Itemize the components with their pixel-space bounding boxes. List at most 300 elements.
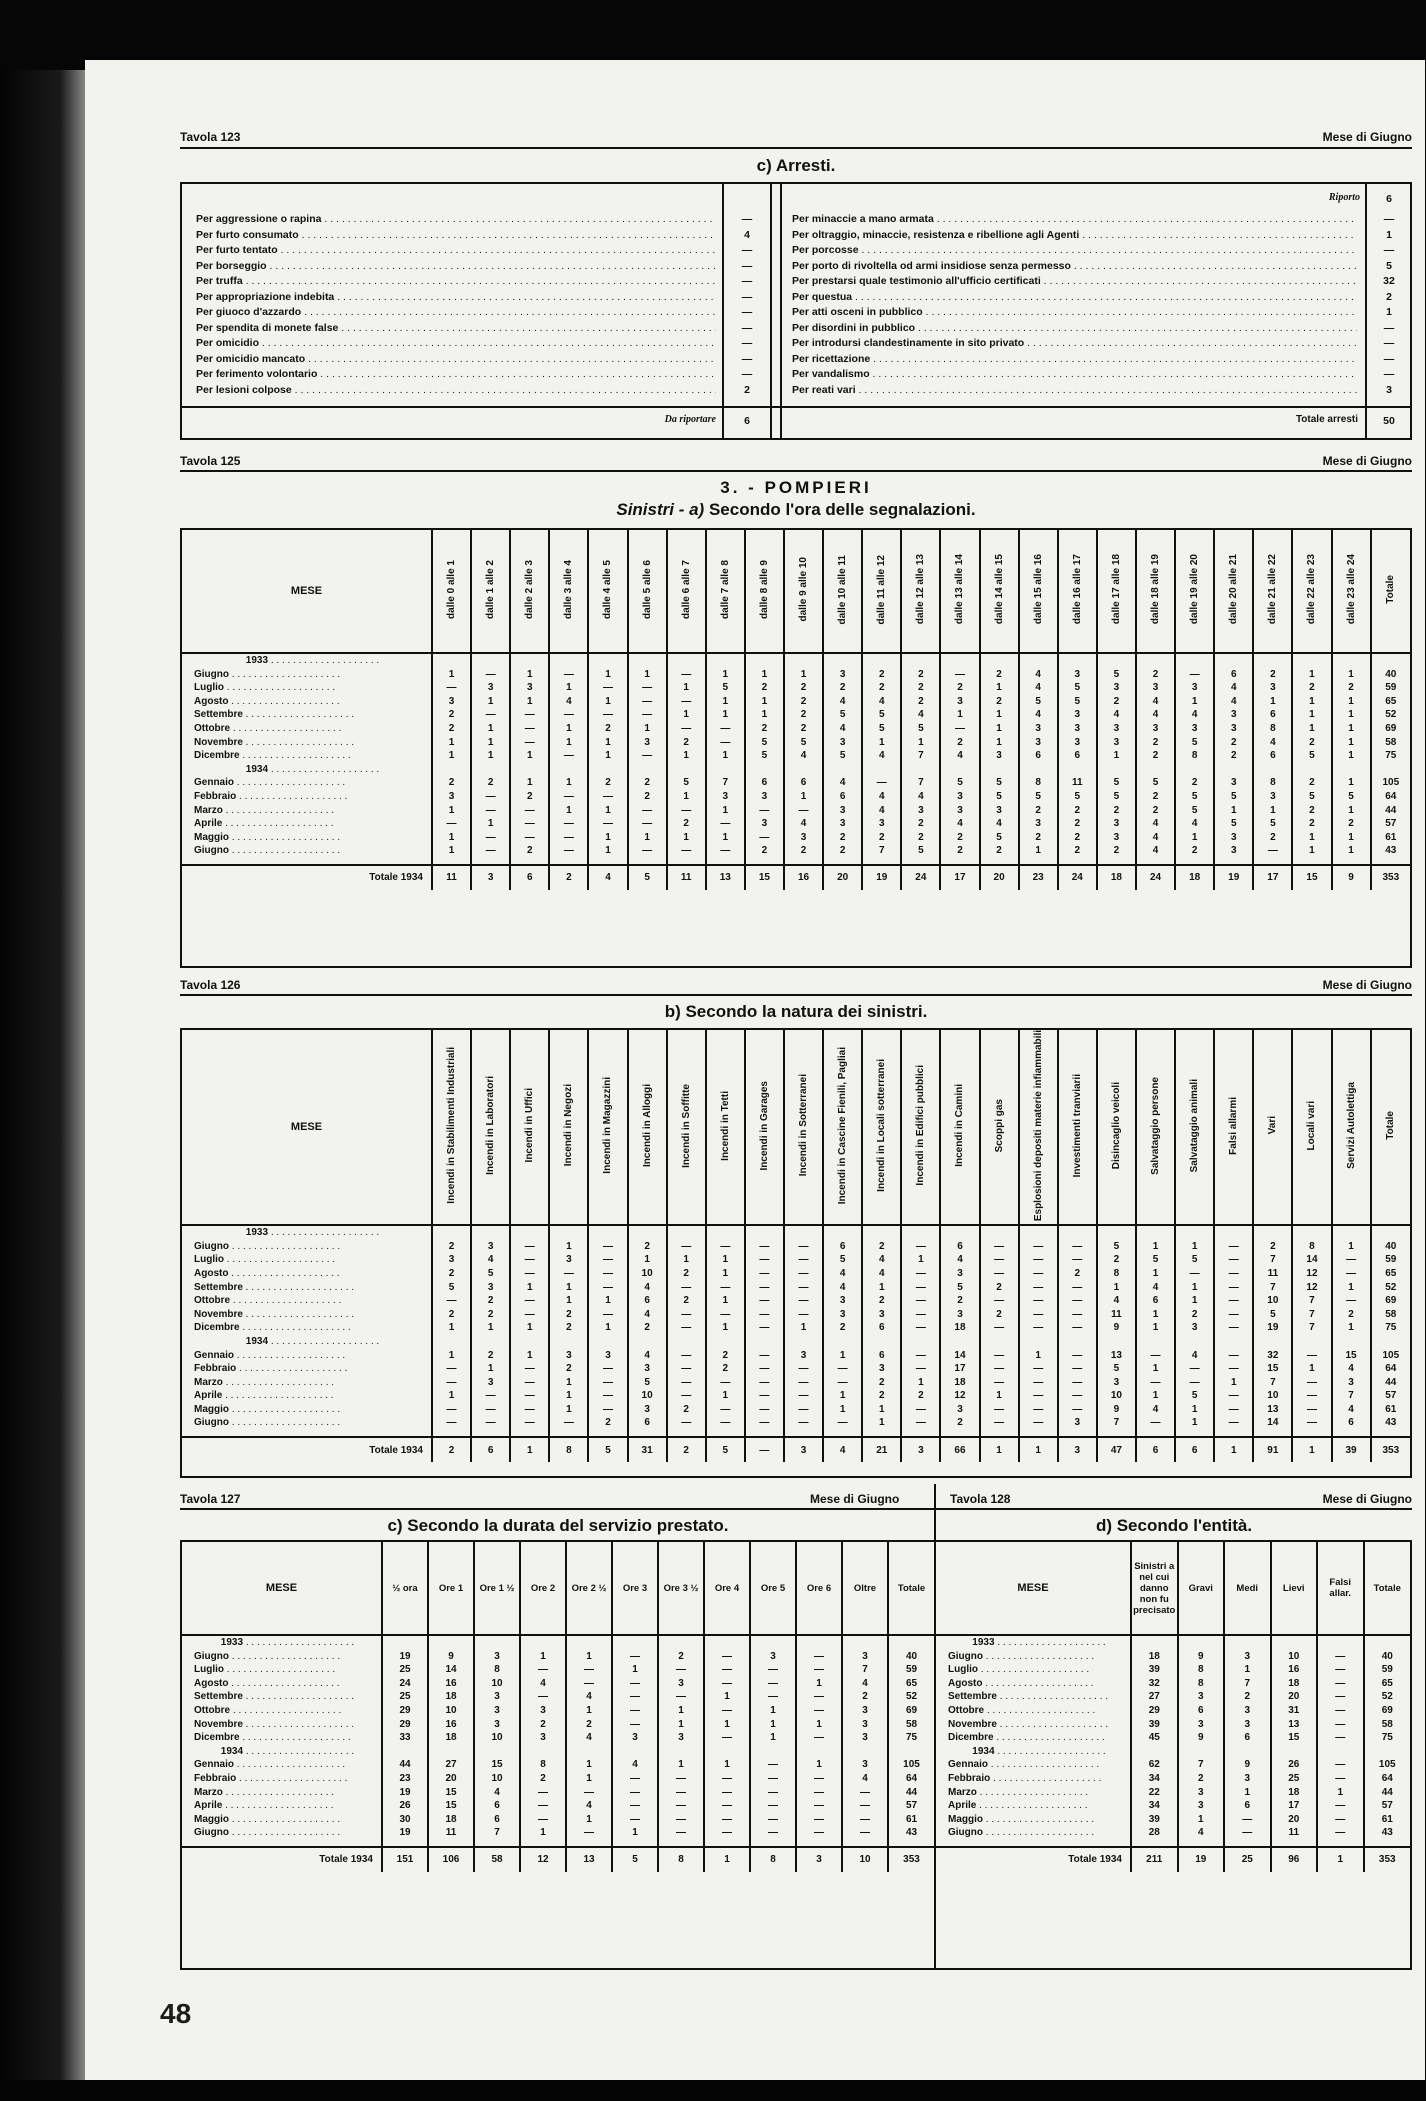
month-label: Novembre . . . — [948, 1718, 1130, 1732]
table-cell: — — [584, 1827, 594, 1839]
table-cell: 2 — [1309, 682, 1315, 694]
table-cell: — — [722, 1827, 732, 1839]
column-header-text: Totale — [897, 1582, 926, 1594]
table-cell: — — [814, 1813, 824, 1825]
arrest-value-left: — — [741, 321, 753, 334]
table-cell: 1 — [957, 709, 963, 721]
table-cell: 5 — [1113, 790, 1120, 802]
table-cell: 18 — [954, 1376, 966, 1388]
table-cell: 4 — [1152, 845, 1159, 857]
column-header — [428, 1542, 474, 1635]
table-cell: — — [915, 1322, 926, 1334]
total-cell: 2 — [432, 1437, 471, 1462]
table-cell: 69 — [1381, 1704, 1393, 1716]
total-cell: — — [745, 1437, 784, 1462]
table-cell: 1 — [683, 709, 689, 721]
mese-header: MESE — [182, 1542, 382, 1635]
total-cell: 3 — [471, 865, 510, 890]
table-cell: — — [759, 1417, 770, 1429]
table-cell: 45 — [1148, 1732, 1160, 1744]
column-header-text: Gravi — [1188, 1582, 1213, 1594]
table-cell: 4 — [1035, 668, 1041, 680]
value-column — [628, 1225, 667, 1437]
value-column — [1332, 1225, 1371, 1437]
table-cell: 27 — [1148, 1691, 1160, 1703]
column-header-text: Incendi in Cascine Fienili, Pagliai — [837, 1046, 849, 1205]
spacer — [550, 654, 587, 668]
spacer — [589, 1226, 626, 1240]
value-column — [432, 653, 471, 865]
value-column — [471, 653, 510, 865]
spacer — [613, 1636, 657, 1650]
table-cell: 1 — [1152, 1322, 1159, 1334]
table-123-arresti — [180, 120, 1412, 450]
total-cell: 3 — [784, 1437, 823, 1462]
spacer — [941, 654, 978, 668]
table-cell: 6 — [1348, 1417, 1354, 1429]
spacer — [1293, 1335, 1330, 1349]
table-cell: 3 — [1113, 722, 1120, 734]
column-header-text: dalle 14 alle 15 — [993, 554, 1005, 625]
month-column — [182, 653, 432, 865]
value-column — [471, 1225, 510, 1437]
table-cell: 1 — [678, 1718, 684, 1730]
table-cell: 2 — [957, 845, 963, 857]
table-cell: 1 — [878, 1417, 885, 1429]
total-cell: 1 — [510, 1437, 549, 1462]
table-cell: 4 — [839, 777, 846, 789]
table-cell: — — [994, 1417, 1005, 1429]
rule — [180, 147, 1412, 149]
spacer — [863, 1335, 900, 1349]
spacer — [889, 1745, 934, 1759]
table-cell: 25 — [399, 1691, 411, 1703]
table-cell: 2 — [540, 1718, 546, 1730]
total-cell: 24 — [901, 865, 940, 890]
table-cell: 1 — [566, 1403, 572, 1415]
spacer — [824, 763, 861, 777]
table-cell: 7 — [918, 750, 924, 762]
table-cell: 2 — [644, 777, 650, 789]
divider — [722, 182, 724, 440]
table-cell: — — [446, 1363, 457, 1375]
table-cell: 16 — [445, 1677, 457, 1689]
table-cell: 3 — [1113, 831, 1120, 843]
spacer — [981, 1335, 1018, 1349]
arrest-item-left: Per spendita di monete false . . . — [196, 321, 716, 337]
table-cell: 4 — [957, 750, 963, 762]
table-cell: 4 — [1035, 709, 1041, 721]
table-cell: 8 — [1035, 777, 1041, 789]
spacer — [1059, 763, 1096, 777]
table-cell: — — [446, 682, 457, 694]
table-cell: 1 — [487, 750, 494, 762]
arrest-item-right: Per oltraggio, minaccie, resistenza e ribellione agli Agenti . . . — [792, 228, 1357, 244]
table-cell: 2 — [957, 831, 963, 843]
table-cell: 2 — [448, 1308, 455, 1320]
table-cell: — — [485, 790, 496, 802]
spacer — [1372, 763, 1410, 777]
value-column — [1136, 653, 1175, 865]
column-header-text: Incendi in Uffici — [524, 1088, 536, 1163]
spacer — [751, 1636, 795, 1650]
table-cell: 1 — [683, 831, 689, 843]
table-cell: 5 — [918, 845, 924, 857]
value-column — [862, 1225, 901, 1437]
table-cell: 18 — [1148, 1650, 1160, 1662]
table-cell: — — [1228, 1295, 1239, 1307]
column-header — [1214, 1030, 1253, 1225]
table-cell: 4 — [878, 790, 885, 802]
column-header-text: Ore 3 — [622, 1582, 648, 1594]
table-cell: 19 — [399, 1827, 411, 1839]
table-cell: — — [524, 1363, 535, 1375]
table-cell: 61 — [1385, 831, 1397, 843]
table-cell: 5 — [1191, 804, 1198, 816]
arrest-item-left: Per omicidio . . . — [196, 336, 716, 352]
table-cell: 1 — [678, 1704, 684, 1716]
table-cell: 3 — [1244, 1704, 1251, 1716]
table-cell: — — [1346, 1254, 1357, 1266]
table-cell: — — [642, 845, 653, 857]
arrest-item-right: Per minaccie a mano armata . . . — [792, 212, 1357, 228]
spacer — [383, 1636, 427, 1650]
spacer — [668, 1226, 705, 1240]
table-cell: — — [814, 1650, 824, 1662]
table-cell: — — [1033, 1240, 1044, 1252]
spacer — [705, 1745, 749, 1759]
table-cell: 28 — [1148, 1827, 1160, 1839]
table-cell: 4 — [1270, 736, 1276, 748]
table-cell: — — [860, 1800, 870, 1812]
table-cell: 58 — [905, 1718, 918, 1730]
table-cell: 1 — [722, 1267, 729, 1279]
table-cell: 4 — [957, 1254, 963, 1266]
table-cell: 16 — [445, 1718, 457, 1730]
table-cell: 2 — [800, 709, 807, 721]
table-cell: 15 — [445, 1800, 457, 1812]
spacer — [751, 1745, 795, 1759]
spacer — [746, 1335, 783, 1349]
spacer — [707, 1226, 744, 1240]
table-cell: — — [1228, 1417, 1239, 1429]
spacer — [511, 763, 548, 777]
table-cell: 1 — [1348, 736, 1354, 748]
table-cell: 1 — [770, 1732, 776, 1744]
table-cell: — — [485, 668, 496, 680]
table-cell: 1 — [526, 1349, 533, 1361]
value-column — [432, 1225, 471, 1437]
spacer — [824, 1335, 861, 1349]
month-label: Giugno . . . — [194, 668, 431, 682]
table-cell: 2 — [918, 682, 924, 694]
value-column — [745, 653, 784, 865]
table-cell: 44 — [1385, 804, 1397, 816]
column-header — [1253, 1030, 1292, 1225]
column-header — [745, 1030, 784, 1225]
table-cell: 7 — [1348, 1390, 1354, 1402]
table-cell: 26 — [1288, 1759, 1300, 1771]
table-cell: 3 — [1197, 1786, 1204, 1798]
table-cell: 1 — [526, 668, 533, 680]
column-header-text: Falsi allar. — [1329, 1577, 1352, 1599]
table-cell: — — [759, 1363, 770, 1375]
table-cell: 2 — [1309, 818, 1315, 830]
table-cell: 1 — [566, 1281, 572, 1293]
table-cell: 69 — [1385, 722, 1397, 734]
table-cell: 11 — [1288, 1827, 1300, 1839]
table-cell: — — [642, 804, 653, 816]
table-cell: 20 — [445, 1772, 457, 1784]
table-cell: — — [681, 1240, 692, 1252]
spacer — [1059, 654, 1096, 668]
table-cell: — — [630, 1677, 640, 1689]
table-cell: 1 — [996, 722, 1002, 734]
spacer — [1215, 1335, 1252, 1349]
table-cell: 2 — [1348, 682, 1354, 694]
table-cell: — — [814, 1800, 824, 1812]
table-cell: 2 — [1074, 818, 1081, 830]
table-cell: 10 — [1110, 1390, 1122, 1402]
table-cell: 3 — [918, 804, 924, 816]
table-cell: 65 — [1385, 695, 1397, 707]
table-127-label: Tavola 127 — [180, 1492, 241, 1506]
month-label: Gennaio . . . — [194, 1758, 381, 1772]
table-cell: 52 — [1385, 1281, 1397, 1293]
table-125-subtitle — [180, 500, 1412, 520]
table-cell: 3 — [494, 1704, 500, 1716]
table-cell: 9 — [1113, 1322, 1120, 1334]
table-cell: 2 — [1035, 804, 1041, 816]
column-header-text: dalle 9 alle 10 — [798, 557, 810, 622]
table-cell: 1 — [1230, 1376, 1237, 1388]
total-cell: 2 — [549, 865, 588, 890]
table-cell: 1 — [683, 750, 689, 762]
table-cell: 2 — [918, 831, 924, 843]
value-column — [862, 653, 901, 865]
table-cell: 4 — [1035, 682, 1041, 694]
table-cell: 65 — [1381, 1677, 1393, 1689]
spacer — [1020, 1226, 1057, 1240]
total-cell: 96 — [1271, 1847, 1318, 1872]
table-cell: 6 — [1244, 1732, 1251, 1744]
table-cell: — — [722, 1677, 732, 1689]
table-cell: 2 — [957, 736, 963, 748]
table-cell: — — [1072, 1403, 1083, 1415]
spacer — [472, 1226, 509, 1240]
table-cell: 3 — [996, 804, 1002, 816]
table-cell: 2 — [918, 695, 924, 707]
table-cell: 5 — [1074, 695, 1081, 707]
table-cell: 6 — [1074, 750, 1081, 762]
table-cell: 4 — [1197, 1827, 1204, 1839]
table-cell: — — [681, 845, 692, 857]
table-cell: 57 — [1381, 1800, 1393, 1812]
table-cell: 3 — [1244, 1718, 1251, 1730]
table-cell: 2 — [918, 668, 924, 680]
table-cell: 1 — [678, 1759, 684, 1771]
table-cell: — — [676, 1786, 686, 1798]
value-column — [1175, 653, 1214, 865]
table-cell: — — [954, 668, 965, 680]
table-cell: 12 — [1306, 1267, 1318, 1279]
table-cell: 1 — [878, 1281, 885, 1293]
table-cell: — — [1335, 1732, 1346, 1744]
spacer — [1179, 1636, 1224, 1650]
table-cell: 40 — [1385, 668, 1397, 680]
column-header — [1058, 1030, 1097, 1225]
table-cell: — — [798, 1363, 809, 1375]
column-header-text: dalle 11 alle 12 — [876, 554, 888, 625]
table-cell: 3 — [1230, 831, 1237, 843]
month-label: Dicembre . . . — [948, 1731, 1130, 1745]
table-cell: 8 — [1309, 1240, 1315, 1252]
value-column — [784, 1225, 823, 1437]
table-cell: 5 — [1191, 736, 1198, 748]
table-cell: 5 — [1035, 695, 1041, 707]
table-cell: 2 — [862, 1691, 868, 1703]
table-cell: — — [538, 1813, 548, 1825]
table-cell: 1 — [1113, 1281, 1120, 1293]
table-126-title: b) Secondo la natura dei sinistri. — [664, 1002, 928, 1021]
column-header-text: dalle 20 alle 21 — [1228, 554, 1240, 625]
column-header — [706, 1030, 745, 1225]
table-cell: 1 — [918, 1254, 924, 1266]
spacer — [589, 654, 626, 668]
spacer — [1176, 763, 1213, 777]
table-cell: — — [759, 1349, 770, 1361]
table-cell: 3 — [1113, 736, 1120, 748]
table-cell: 10 — [1267, 1295, 1279, 1307]
table-cell: 4 — [540, 1677, 546, 1689]
table-cell: 52 — [1381, 1691, 1393, 1703]
table-cell: 3 — [1197, 1691, 1204, 1703]
column-header — [980, 1030, 1019, 1225]
table-cell: 1 — [487, 1363, 494, 1375]
value-column — [566, 1635, 612, 1847]
table-cell: 15 — [1288, 1732, 1300, 1744]
table-cell: 6 — [644, 1417, 650, 1429]
table-125-ora — [180, 448, 1412, 973]
table-cell: 3 — [644, 1363, 650, 1375]
spacer — [511, 654, 548, 668]
table-cell: — — [1346, 1295, 1357, 1307]
table-cell: 4 — [878, 1254, 885, 1266]
table-126-label: Tavola 126 — [180, 978, 241, 992]
table-cell: 6 — [1152, 1295, 1159, 1307]
table-cell: 4 — [800, 750, 807, 762]
total-row — [936, 1847, 1410, 1872]
table-cell: 75 — [1381, 1732, 1393, 1744]
table-cell: 6 — [800, 777, 807, 789]
column-header-text: Incendi in Garages — [758, 1080, 770, 1171]
total-cell: 18 — [1097, 865, 1136, 890]
table-cell: 3 — [1230, 722, 1237, 734]
table-cell: 52 — [1385, 709, 1397, 721]
table-cell: 3 — [644, 736, 650, 748]
arrest-item-right: Per atti osceni in pubblico . . . — [792, 305, 1357, 321]
table-cell: — — [1072, 1281, 1083, 1293]
table-cell: — — [994, 1295, 1005, 1307]
table-cell: 2 — [1152, 668, 1159, 680]
table-cell: 1 — [586, 1650, 592, 1662]
table-cell: 4 — [839, 1267, 846, 1279]
table-cell: 1 — [761, 668, 768, 680]
table-cell: — — [915, 1281, 926, 1293]
spacer — [1176, 1335, 1213, 1349]
table-cell: — — [759, 1390, 770, 1402]
month-label: Marzo . . . — [948, 1786, 1130, 1800]
month-label: Dicembre . . . — [194, 1731, 381, 1745]
table-cell: — — [1335, 1677, 1346, 1689]
table-cell: 2 — [722, 1349, 729, 1361]
spacer — [511, 1226, 548, 1240]
year-1933: 1933 . . . — [194, 1636, 381, 1650]
table-cell: — — [630, 1786, 640, 1798]
value-column — [1292, 653, 1331, 865]
table-cell: 43 — [1385, 1417, 1397, 1429]
month-label: Giugno . . . — [194, 844, 431, 858]
table-cell: 1 — [540, 1650, 546, 1662]
table-cell: 6 — [1230, 668, 1237, 680]
table-cell: 2 — [487, 1349, 494, 1361]
table-cell: 2 — [448, 1267, 455, 1279]
table-cell: 1 — [724, 1691, 730, 1703]
total-cell: 11 — [432, 865, 471, 890]
column-header-text: Incendi in Sotterranei — [798, 1074, 810, 1177]
table-cell: 1 — [487, 818, 494, 830]
column-header — [549, 530, 588, 653]
table-125-month: Mese di Giugno — [1322, 454, 1412, 468]
spacer — [902, 1335, 939, 1349]
table-cell: 4 — [800, 818, 807, 830]
column-header — [612, 1542, 658, 1635]
table-cell: — — [1335, 1718, 1346, 1730]
table-cell: — — [681, 1281, 692, 1293]
table-cell: 1 — [566, 682, 572, 694]
table-cell: 1 — [487, 722, 494, 734]
table-cell: 1 — [540, 1827, 546, 1839]
total-cell: 19 — [1178, 1847, 1225, 1872]
column-header — [1214, 530, 1253, 653]
table-cell: 4 — [586, 1800, 592, 1812]
column-header-text: Incendi in Camini — [954, 1084, 966, 1167]
table-cell: 2 — [839, 682, 846, 694]
total-cell: 3 — [796, 1847, 842, 1872]
table-cell: 3 — [839, 804, 846, 816]
year-1933: 1933 . . . — [194, 654, 431, 668]
spacer — [433, 654, 470, 668]
table-cell: — — [798, 1376, 809, 1388]
table-cell: 30 — [399, 1813, 411, 1825]
table-cell: — — [994, 1403, 1005, 1415]
table-cell: 2 — [644, 790, 650, 802]
arrest-item-left: Per aggressione o rapina . . . — [196, 212, 716, 228]
table-cell: 4 — [1113, 709, 1120, 721]
spacer — [472, 654, 509, 668]
table-cell: 8 — [1270, 722, 1276, 734]
table-cell: 3 — [487, 1240, 494, 1252]
column-header — [1364, 1542, 1411, 1635]
table-cell: 4 — [644, 1281, 650, 1293]
total-cell: 353 — [1371, 1437, 1410, 1462]
table-cell: — — [1189, 1267, 1200, 1279]
table-cell: — — [915, 1308, 926, 1320]
spacer — [383, 1745, 427, 1759]
table-cell: 4 — [918, 709, 924, 721]
table-cell: 1 — [586, 1813, 592, 1825]
arrest-item-right: Per ricettazione . . . — [792, 352, 1357, 368]
